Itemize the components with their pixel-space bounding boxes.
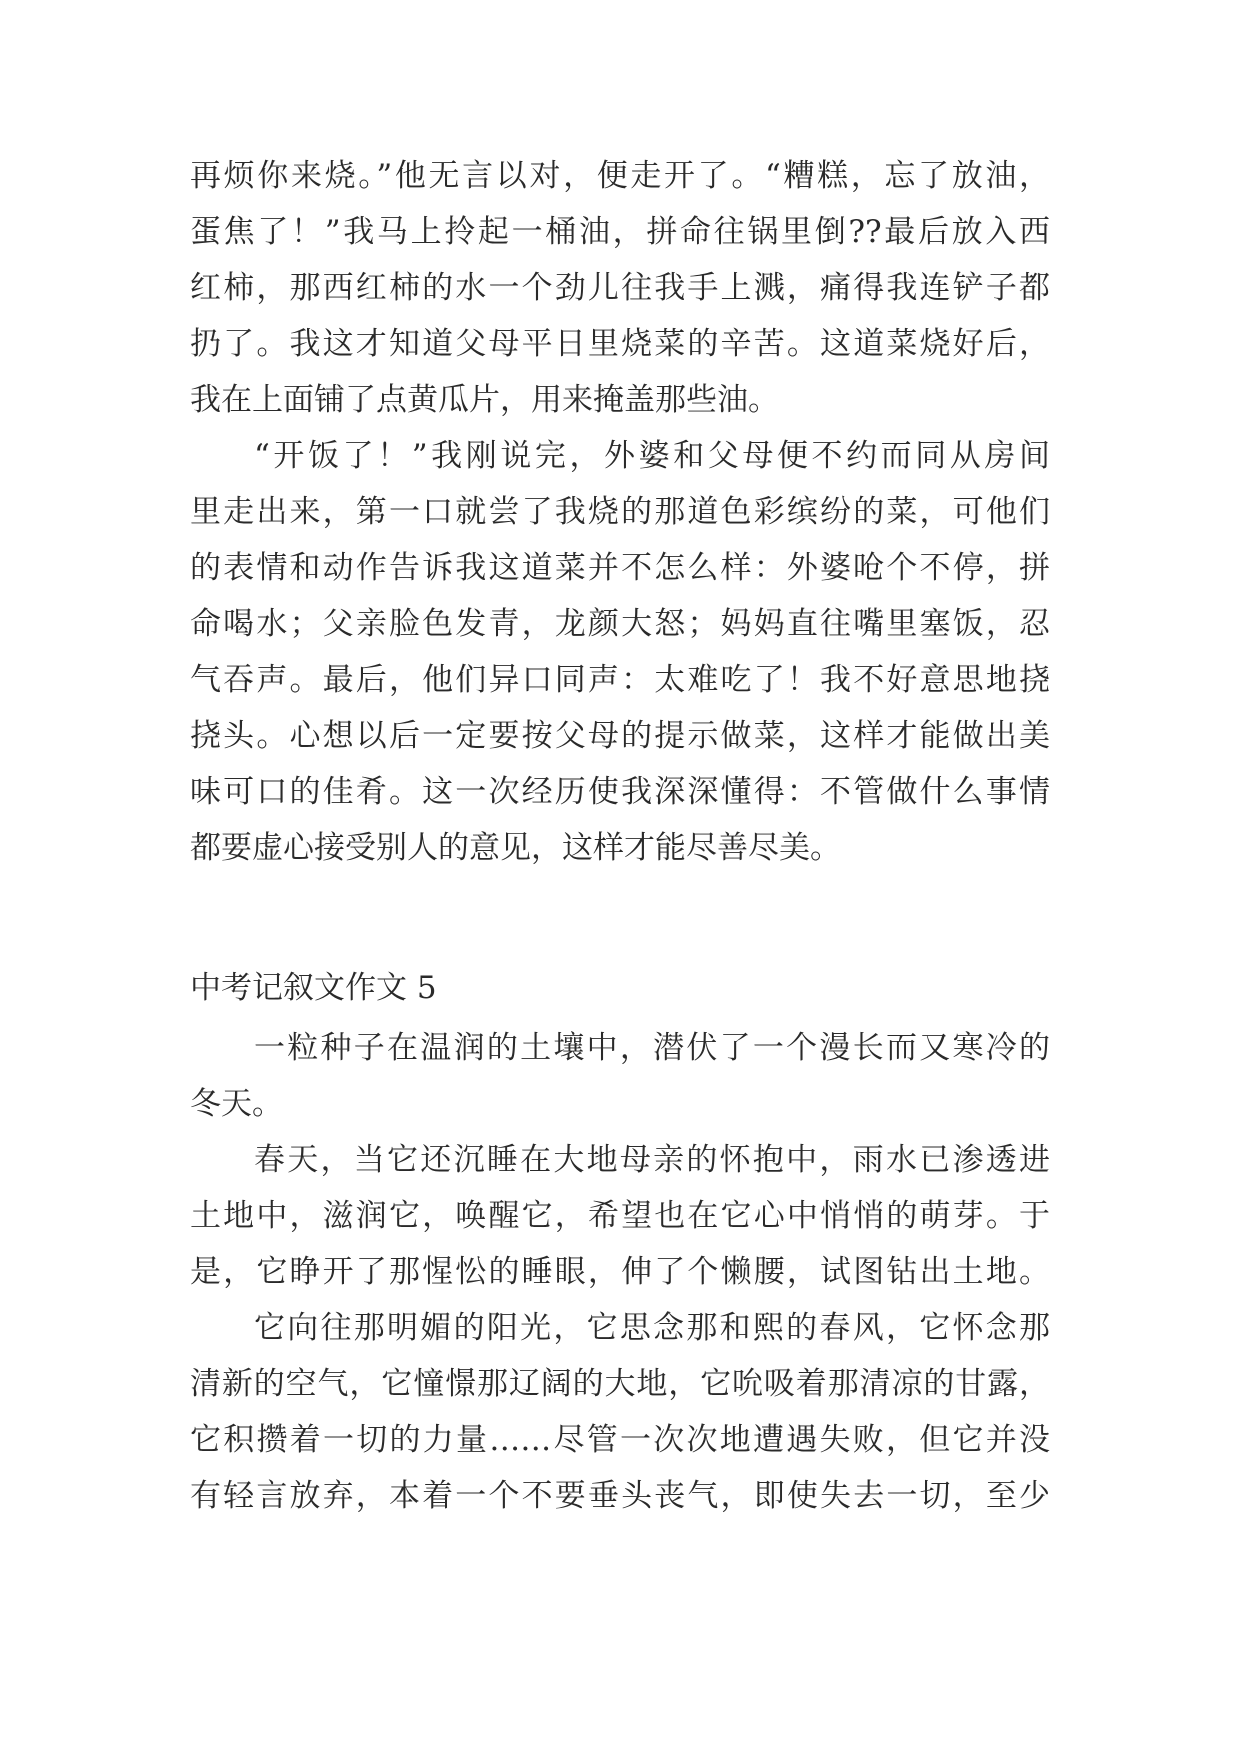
text-line: 清新的空气，它憧憬那辽阔的大地，它吮吸着那清凉的甘露，	[190, 1366, 1050, 1402]
text-line: 它积攒着一切的力量……尽管一次次地遭遇失败，但它并没	[190, 1422, 1050, 1458]
text-line: 红柿，那西红柿的水一个劲儿往我手上溅，痛得我连铲子都	[190, 270, 1050, 306]
text-line: 我在上面铺了点黄瓜片，用来掩盖那些油。	[190, 382, 779, 418]
text-line: 都要虚心接受别人的意见，这样才能尽善尽美。	[190, 830, 841, 866]
text-line: 里走出来，第一口就尝了我烧的那道色彩缤纷的菜，可他们	[190, 494, 1050, 530]
text-line: 蛋焦了！”我马上拎起一桶油，拼命往锅里倒??最后放入西	[190, 214, 1050, 250]
text-line: 土地中，滋润它，唤醒它，希望也在它心中悄悄的萌芽。于	[190, 1198, 1050, 1234]
text-line: 春天，当它还沉睡在大地母亲的怀抱中，雨水已渗透进	[254, 1142, 1050, 1178]
text-line: 有轻言放弃，本着一个不要垂头丧气，即使失去一切，至少	[190, 1478, 1050, 1514]
text-line: 味可口的佳肴。这一次经历使我深深懂得：不管做什么事情	[190, 774, 1050, 810]
section-heading: 中考记叙文作文 5	[190, 970, 437, 1006]
text-line: 冬天。	[190, 1086, 283, 1122]
text-line: 是，它睁开了那惺忪的睡眼，伸了个懒腰，试图钻出土地。	[190, 1254, 1050, 1290]
text-line: 气吞声。最后，他们异口同声：太难吃了！我不好意思地挠	[190, 662, 1050, 698]
text-line: “开饭了！”我刚说完，外婆和父母便不约而同从房间	[254, 438, 1050, 474]
text-line: 命喝水；父亲脸色发青，龙颜大怒；妈妈直往嘴里塞饭，忍	[190, 606, 1050, 642]
text-line: 它向往那明媚的阳光，它思念那和熙的春风，它怀念那	[254, 1310, 1050, 1346]
text-line: 的表情和动作告诉我这道菜并不怎么样：外婆呛个不停，拼	[190, 550, 1050, 586]
text-line: 挠头。心想以后一定要按父母的提示做菜，这样才能做出美	[190, 718, 1050, 754]
text-line: 一粒种子在温润的土壤中，潜伏了一个漫长而又寒冷的	[254, 1030, 1050, 1066]
text-line: 再烦你来烧。”他无言以对，便走开了。“糟糕，忘了放油，	[190, 158, 1050, 194]
text-line: 扔了。我这才知道父母平日里烧菜的辛苦。这道菜烧好后，	[190, 326, 1050, 362]
